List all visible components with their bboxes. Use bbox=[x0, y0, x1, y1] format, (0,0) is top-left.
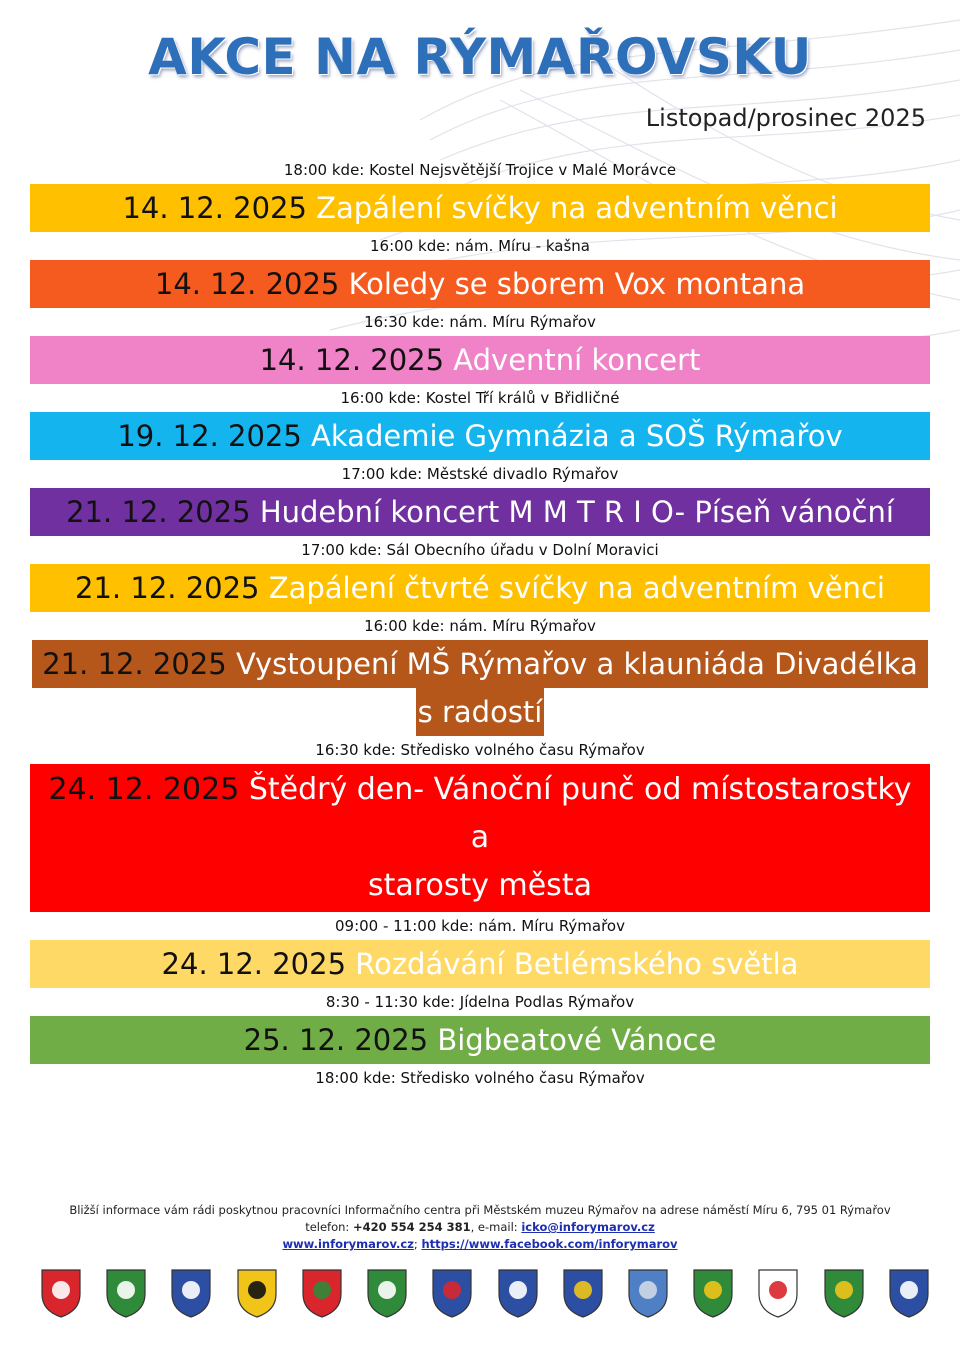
event-name: Zapálení čtvrté svíčky na adventním věnci bbox=[268, 571, 885, 605]
event-name: Hudební koncert M M T R I O- Píseň vánoční bbox=[259, 495, 894, 529]
event-date: 14. 12. 2025 bbox=[122, 191, 307, 225]
event-bar bbox=[30, 260, 930, 308]
event-name: Akademie Gymnázia a SOŠ Rýmařov bbox=[311, 419, 843, 453]
crest-yellow-hammer-icon bbox=[236, 1268, 278, 1318]
email-link[interactable]: icko@inforymarov.cz bbox=[521, 1220, 655, 1234]
event-bar bbox=[30, 184, 930, 232]
event-name: Adventní koncert bbox=[453, 343, 701, 377]
page-subtitle: Listopad/prosinec 2025 bbox=[645, 104, 926, 132]
crest-blue-firs-icon bbox=[170, 1268, 212, 1318]
crest-green-hammers-icon bbox=[105, 1268, 147, 1318]
event-date: 14. 12. 2025 bbox=[259, 343, 445, 377]
crest-blue-grapes-icon bbox=[497, 1268, 539, 1318]
event-detail: 8:30 - 11:30 kde: Jídelna Podlas Rýmařov bbox=[325, 993, 635, 1011]
facebook-link[interactable]: https://www.facebook.com/inforymarov bbox=[421, 1237, 678, 1251]
event-bar bbox=[30, 764, 930, 912]
footer-info: Bližší informace vám rádi poskytnou pracovníci Informačního centra při Městském muzeu Rýmařov na adrese náměstí Míru 6, 795 01 Rýmařov bbox=[69, 1203, 891, 1217]
event-detail: 18:00 kde: Středisko volného času Rýmařov bbox=[315, 1069, 645, 1087]
crest-blue-feather-icon bbox=[627, 1268, 669, 1318]
event-bar bbox=[30, 488, 930, 536]
event-date: 24. 12. 2025 bbox=[161, 947, 347, 981]
event-date: 21. 12. 2025 bbox=[75, 571, 260, 605]
event-name: Zapálení svíčky na adventním věnci bbox=[316, 191, 838, 225]
event-detail: 16:00 kde: Kostel Tří králů v Břidličné bbox=[340, 389, 620, 407]
crest-blue-dog-icon bbox=[888, 1268, 930, 1318]
footer-email-prefix: , e-mail: bbox=[470, 1220, 522, 1234]
event-bar bbox=[30, 336, 930, 384]
event-date: 21. 12. 2025 bbox=[42, 647, 227, 681]
event-name: Koledy se sborem Vox montana bbox=[348, 267, 806, 301]
crest-red-stag-icon bbox=[301, 1268, 343, 1318]
event-date: 14. 12. 2025 bbox=[154, 267, 340, 301]
event-bar bbox=[30, 640, 930, 736]
footer bbox=[0, 1202, 960, 1253]
crest-green-cross-icon bbox=[366, 1268, 408, 1318]
event-date: 21. 12. 2025 bbox=[66, 495, 251, 529]
event-detail: 16:00 kde: nám. Míru Rýmařov bbox=[364, 617, 596, 635]
event-detail: 17:00 kde: Sál Obecního úřadu v Dolní Moravici bbox=[301, 541, 659, 559]
event-bar bbox=[30, 1016, 930, 1064]
event-detail: 17:00 kde: Městské divadlo Rýmařov bbox=[341, 465, 619, 483]
event-name-continued: starosty města bbox=[368, 868, 592, 903]
footer-phone: +420 554 254 381 bbox=[352, 1220, 471, 1234]
crest-blue-castle-icon bbox=[431, 1268, 473, 1318]
page-title: AKCE NA RÝMAŘOVSKU bbox=[148, 28, 812, 86]
event-detail: 09:00 - 11:00 kde: nám. Míru Rýmařov bbox=[334, 917, 625, 935]
event-detail: 16:30 kde: Středisko volného času Rýmařov bbox=[315, 741, 645, 759]
event-bar bbox=[30, 564, 930, 612]
event-bar bbox=[30, 940, 930, 988]
event-bar-line bbox=[32, 640, 928, 688]
event-name: Vystoupení MŠ Rýmařov a klauniáda Divadélka bbox=[235, 647, 918, 681]
footer-separator: ; bbox=[413, 1237, 422, 1251]
event-name-continued: s radostí bbox=[417, 695, 543, 729]
event-list bbox=[0, 156, 960, 1092]
footer-phone-prefix: telefon: bbox=[305, 1220, 353, 1234]
crest-green-tree-icon bbox=[692, 1268, 734, 1318]
crest-green-sheaf-icon bbox=[823, 1268, 865, 1318]
crest-white-eagle-icon bbox=[757, 1268, 799, 1318]
event-detail: 18:00 kde: Kostel Nejsvětější Trojice v Malé Morávce bbox=[283, 161, 677, 179]
event-name: Rozdávání Betlémského světla bbox=[355, 947, 799, 981]
event-detail: 16:00 kde: nám. Míru - kašna bbox=[370, 237, 590, 255]
website-link[interactable]: www.inforymarov.cz bbox=[282, 1237, 414, 1251]
event-bar bbox=[30, 412, 930, 460]
crest-blue-horse-icon bbox=[562, 1268, 604, 1318]
event-name: Bigbeatové Vánoce bbox=[437, 1023, 717, 1057]
crest-red-saint-icon bbox=[40, 1268, 82, 1318]
event-date: 19. 12. 2025 bbox=[117, 419, 302, 453]
event-date: 25. 12. 2025 bbox=[243, 1023, 429, 1057]
event-name: Štědrý den- Vánoční punč od místostarostky a bbox=[248, 772, 912, 855]
event-date: 24. 12. 2025 bbox=[48, 772, 240, 807]
municipality-crests bbox=[40, 1268, 930, 1326]
event-detail: 16:30 kde: nám. Míru Rýmařov bbox=[364, 313, 596, 331]
